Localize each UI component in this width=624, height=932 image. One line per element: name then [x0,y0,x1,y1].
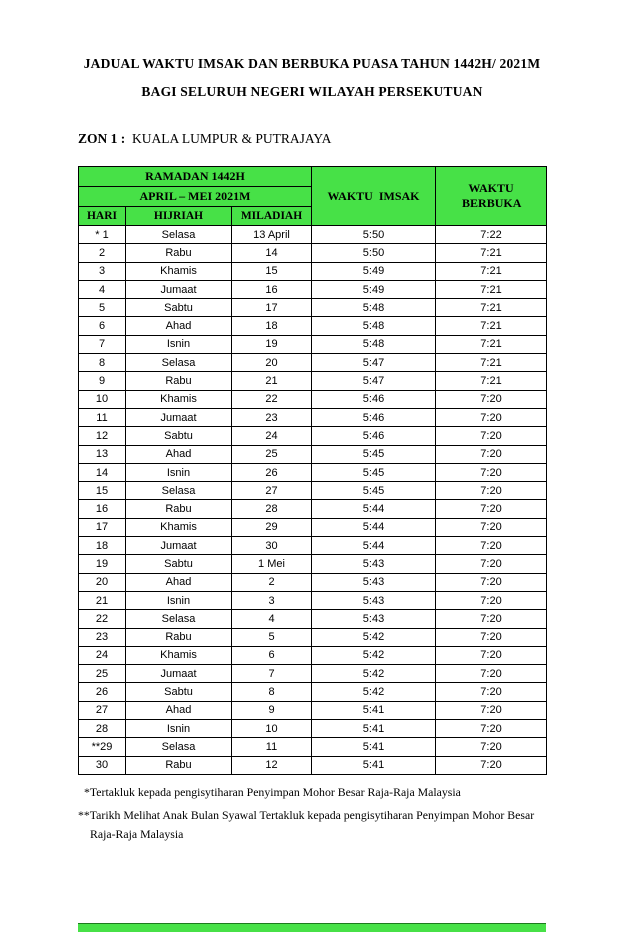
cell-miladiah: 1 Mei [232,555,312,573]
cell-miladiah: 12 [232,756,312,774]
cell-imsak: 5:43 [312,591,436,609]
cell-berbuka: 7:21 [436,299,547,317]
footnote-2-line-2: Raja-Raja Malaysia [90,826,184,841]
zone-name-text: KUALA LUMPUR & PUTRAJAYA [132,131,332,146]
cell-imsak: 5:49 [312,262,436,280]
cell-berbuka: 7:20 [436,738,547,756]
header-col-waktu-berbuka: WAKTU BERBUKA [436,167,547,226]
cell-hijriah: Jumaat [126,665,232,683]
cell-miladiah: 21 [232,372,312,390]
footnote-1: *Tertakluk kepada pengisytiharan Penyimpan Mohor Besar Raja-Raja Malaysia [84,784,461,799]
cell-hijriah: Isnin [126,335,232,353]
cell-hijriah: Rabu [126,244,232,262]
cell-hijriah: Sabtu [126,683,232,701]
cell-hari: 21 [79,591,126,609]
cell-berbuka: 7:20 [436,463,547,481]
cell-berbuka: 7:20 [436,720,547,738]
cell-berbuka: 7:21 [436,335,547,353]
cell-berbuka: 7:20 [436,665,547,683]
cell-hijriah: Khamis [126,262,232,280]
cell-hari: 14 [79,463,126,481]
cell-imsak: 5:50 [312,226,436,244]
cell-hijriah: Selasa [126,226,232,244]
cell-hijriah: Selasa [126,738,232,756]
cell-hari: 17 [79,518,126,536]
cell-hari: 25 [79,665,126,683]
table-row [79,354,547,372]
cell-hijriah: Ahad [126,573,232,591]
cell-miladiah: 26 [232,463,312,481]
cell-berbuka: 7:21 [436,262,547,280]
cell-miladiah: 27 [232,482,312,500]
cell-imsak: 5:47 [312,354,436,372]
cell-hari: 28 [79,720,126,738]
cell-miladiah: 14 [232,244,312,262]
cell-imsak: 5:45 [312,445,436,463]
cell-hijriah: Sabtu [126,299,232,317]
footnote-2 [78,808,556,842]
cell-berbuka: 7:20 [436,555,547,573]
cell-imsak: 5:42 [312,628,436,646]
cell-berbuka: 7:21 [436,244,547,262]
cell-miladiah: 6 [232,646,312,664]
cell-hijriah: Ahad [126,445,232,463]
table-row [79,427,547,445]
table-row [79,738,547,756]
table-row [79,280,547,298]
document-title [0,50,624,106]
cell-imsak: 5:42 [312,646,436,664]
cell-imsak: 5:43 [312,610,436,628]
title-line-1: JADUAL WAKTU IMSAK DAN BERBUKA PUASA TAHUN 1442H/ 2021M [83,56,541,71]
table-row [79,701,547,719]
cell-imsak: 5:46 [312,408,436,426]
cell-hari: 8 [79,354,126,372]
cell-hari: 12 [79,427,126,445]
cell-miladiah: 17 [232,299,312,317]
table-row [79,720,547,738]
table-row [79,573,547,591]
cell-berbuka: 7:21 [436,354,547,372]
cell-berbuka: 7:20 [436,482,547,500]
cell-imsak: 5:46 [312,427,436,445]
cell-hijriah: Selasa [126,482,232,500]
next-page-table-edge [78,923,546,932]
cell-hari: * 1 [79,226,126,244]
cell-miladiah: 24 [232,427,312,445]
document-page [0,50,624,842]
cell-hari: 18 [79,537,126,555]
cell-berbuka: 7:20 [436,390,547,408]
cell-hijriah: Rabu [126,628,232,646]
cell-hijriah: Ahad [126,317,232,335]
table-row [79,610,547,628]
zone-heading [78,131,624,147]
title-line-2: BAGI SELURUH NEGERI WILAYAH PERSEKUTUAN [141,84,483,99]
table-row [79,262,547,280]
cell-imsak: 5:41 [312,738,436,756]
cell-berbuka: 7:22 [436,226,547,244]
cell-hijriah: Rabu [126,500,232,518]
table-row [79,408,547,426]
cell-imsak: 5:43 [312,573,436,591]
cell-miladiah: 16 [232,280,312,298]
cell-hari: 22 [79,610,126,628]
table-row [79,390,547,408]
table-row [79,463,547,481]
table-row [79,756,547,774]
cell-hijriah: Selasa [126,610,232,628]
cell-hari: 26 [79,683,126,701]
cell-miladiah: 23 [232,408,312,426]
cell-berbuka: 7:20 [436,518,547,536]
header-month-gregorian: APRIL – MEI 2021M [79,187,312,207]
cell-hijriah: Ahad [126,701,232,719]
table-row [79,683,547,701]
cell-imsak: 5:48 [312,317,436,335]
header-col-hari: HARI [79,207,126,226]
cell-hari: 20 [79,573,126,591]
cell-hari: 9 [79,372,126,390]
table-row [79,518,547,536]
cell-hijriah: Jumaat [126,408,232,426]
cell-miladiah: 30 [232,537,312,555]
cell-berbuka: 7:20 [436,445,547,463]
cell-hari: 30 [79,756,126,774]
cell-imsak: 5:41 [312,756,436,774]
cell-berbuka: 7:20 [436,628,547,646]
table-row [79,244,547,262]
cell-miladiah: 9 [232,701,312,719]
cell-hari: 24 [79,646,126,664]
cell-imsak: 5:46 [312,390,436,408]
cell-imsak: 5:48 [312,335,436,353]
cell-berbuka: 7:20 [436,646,547,664]
cell-hijriah: Sabtu [126,427,232,445]
table-row [79,335,547,353]
table-row [79,299,547,317]
cell-hijriah: Jumaat [126,280,232,298]
cell-miladiah: 2 [232,573,312,591]
cell-berbuka: 7:20 [436,756,547,774]
cell-hari: **29 [79,738,126,756]
table-row [79,646,547,664]
prayer-times-table [78,166,547,775]
cell-hijriah: Khamis [126,518,232,536]
cell-imsak: 5:44 [312,500,436,518]
header-month-hijri: RAMADAN 1442H [79,167,312,187]
cell-hijriah: Jumaat [126,537,232,555]
cell-hari: 27 [79,701,126,719]
cell-imsak: 5:45 [312,463,436,481]
cell-hari: 23 [79,628,126,646]
header-col-miladiah: MILADIAH [232,207,312,226]
cell-miladiah: 19 [232,335,312,353]
table-row [79,665,547,683]
cell-hari: 2 [79,244,126,262]
cell-miladiah: 8 [232,683,312,701]
cell-imsak: 5:42 [312,665,436,683]
table-row [79,628,547,646]
cell-miladiah: 7 [232,665,312,683]
cell-hari: 16 [79,500,126,518]
cell-hijriah: Khamis [126,390,232,408]
cell-hari: 6 [79,317,126,335]
cell-imsak: 5:42 [312,683,436,701]
cell-hijriah: Isnin [126,591,232,609]
cell-hari: 4 [79,280,126,298]
table-row [79,317,547,335]
cell-miladiah: 5 [232,628,312,646]
cell-hijriah: Rabu [126,372,232,390]
table-row [79,591,547,609]
cell-miladiah: 10 [232,720,312,738]
cell-miladiah: 29 [232,518,312,536]
table-row [79,445,547,463]
cell-hijriah: Isnin [126,463,232,481]
cell-hari: 11 [79,408,126,426]
cell-imsak: 5:45 [312,482,436,500]
cell-berbuka: 7:20 [436,701,547,719]
header-col-hijriah: HIJRIAH [126,207,232,226]
cell-miladiah: 25 [232,445,312,463]
cell-miladiah: 4 [232,610,312,628]
cell-hijriah: Selasa [126,354,232,372]
cell-berbuka: 7:21 [436,372,547,390]
cell-hijriah: Rabu [126,756,232,774]
cell-hari: 15 [79,482,126,500]
cell-berbuka: 7:20 [436,683,547,701]
cell-miladiah: 20 [232,354,312,372]
cell-berbuka: 7:20 [436,500,547,518]
cell-hijriah: Isnin [126,720,232,738]
cell-hari: 13 [79,445,126,463]
cell-miladiah: 18 [232,317,312,335]
table-row [79,500,547,518]
cell-hari: 7 [79,335,126,353]
cell-berbuka: 7:20 [436,610,547,628]
cell-miladiah: 11 [232,738,312,756]
cell-imsak: 5:47 [312,372,436,390]
cell-miladiah: 28 [232,500,312,518]
cell-berbuka: 7:21 [436,280,547,298]
footnotes [78,785,556,842]
cell-imsak: 5:43 [312,555,436,573]
cell-berbuka: 7:20 [436,537,547,555]
cell-berbuka: 7:20 [436,408,547,426]
table-body [79,226,547,775]
cell-hari: 19 [79,555,126,573]
cell-hijriah: Khamis [126,646,232,664]
cell-miladiah: 15 [232,262,312,280]
cell-berbuka: 7:21 [436,317,547,335]
table-row [79,372,547,390]
table-header [79,167,547,226]
cell-imsak: 5:44 [312,518,436,536]
table-row [79,555,547,573]
cell-hari: 5 [79,299,126,317]
cell-hijriah: Sabtu [126,555,232,573]
cell-miladiah: 22 [232,390,312,408]
cell-imsak: 5:41 [312,701,436,719]
header-col-waktu-imsak: WAKTU IMSAK [312,167,436,226]
cell-berbuka: 7:20 [436,427,547,445]
cell-imsak: 5:48 [312,299,436,317]
cell-hari: 3 [79,262,126,280]
cell-imsak: 5:44 [312,537,436,555]
cell-imsak: 5:41 [312,720,436,738]
footnote-2-line-1: **Tarikh Melihat Anak Bulan Syawal Tertakluk kepada pengisytiharan Penyimpan Mohor Besar [78,807,535,822]
cell-hari: 10 [79,390,126,408]
table-row [79,482,547,500]
table-row [79,537,547,555]
cell-imsak: 5:50 [312,244,436,262]
cell-imsak: 5:49 [312,280,436,298]
cell-berbuka: 7:20 [436,573,547,591]
cell-miladiah: 13 April [232,226,312,244]
cell-miladiah: 3 [232,591,312,609]
cell-berbuka: 7:20 [436,591,547,609]
zone-label: ZON 1 : [78,131,126,146]
table-row [79,226,547,244]
